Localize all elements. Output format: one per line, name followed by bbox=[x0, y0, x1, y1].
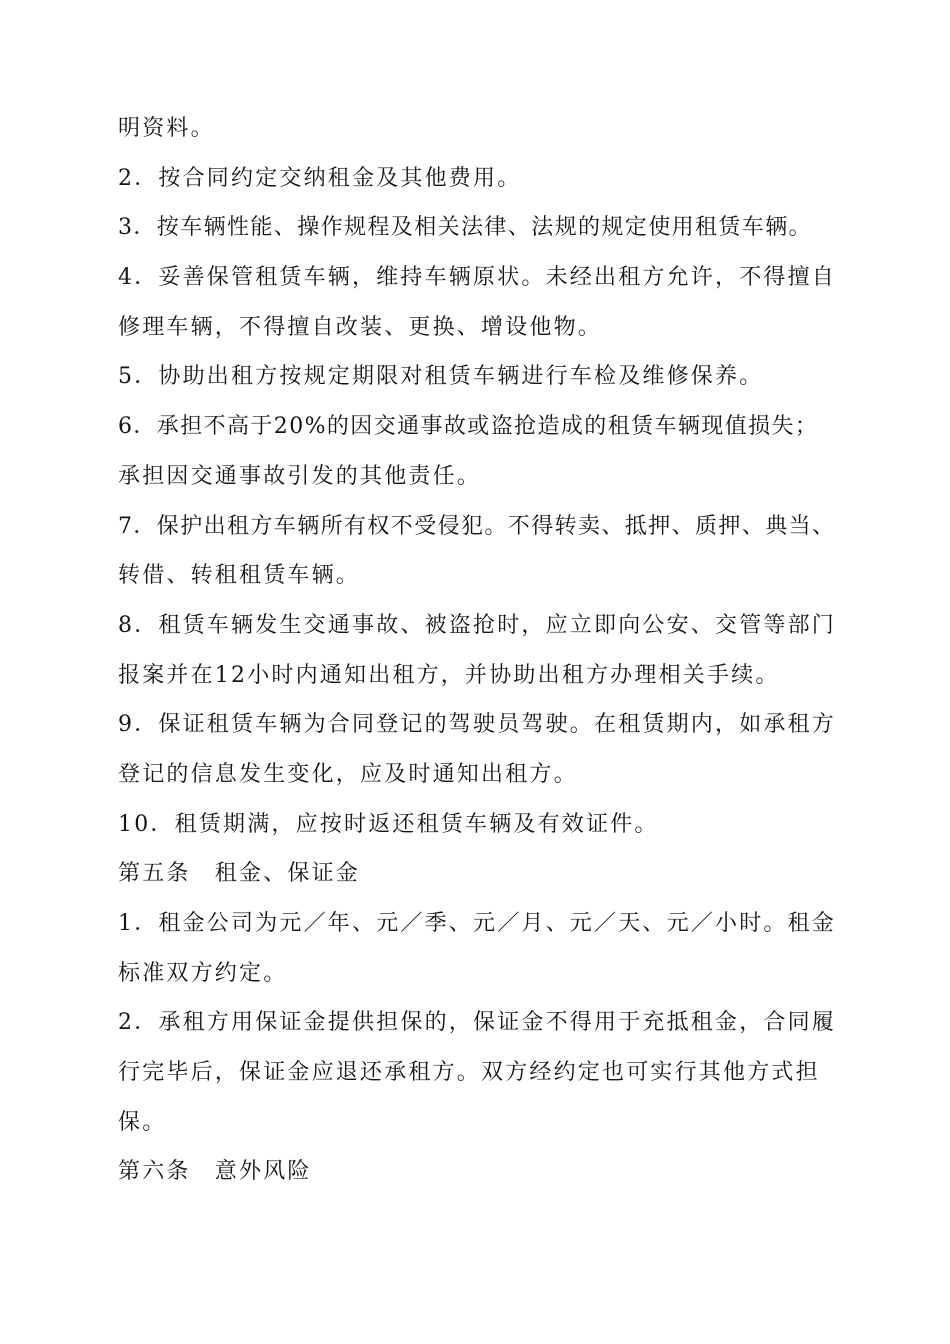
text-line: 修理车辆，不得擅自改装、更换、增设他物。 bbox=[118, 314, 603, 340]
text-line: 保。 bbox=[118, 1109, 167, 1135]
document-body bbox=[118, 104, 848, 1197]
section-heading: 第六条 意外风险 bbox=[118, 1159, 312, 1185]
text-line: 5．协助出租方按规定期限对租赁车辆进行车检及维修保养。 bbox=[118, 364, 764, 390]
text-line: 7．保护出租方车辆所有权不受侵犯。不得转卖、抵押、质押、典当、 bbox=[118, 513, 836, 539]
text-line: 6．承担不高于20%的因交通事故或盗抢造成的租赁车辆现值损失； bbox=[118, 414, 819, 440]
text-line: 行完毕后，保证金应退还承租方。双方经约定也可实行其他方式担 bbox=[118, 1060, 820, 1086]
text-line: 3．按车辆性能、操作规程及相关法律、法规的规定使用租赁车辆。 bbox=[118, 215, 812, 241]
section-heading: 第五条 租金、保证金 bbox=[118, 861, 361, 887]
text-line: 1．租金公司为元／年、元／季、元／月、元／天、元／小时。租金 bbox=[118, 911, 836, 936]
text-line: 4．妥善保管租赁车辆，维持车辆原状。未经出租方允许，不得擅自 bbox=[118, 265, 836, 291]
text-line: 10．租赁期满，应按时返还租赁车辆及有效证件。 bbox=[118, 811, 659, 837]
text-line: 登记的信息发生变化，应及时通知出租方。 bbox=[118, 761, 578, 787]
text-line: 转借、转租租赁车辆。 bbox=[118, 563, 361, 589]
text-line: 2．承租方用保证金提供担保的，保证金不得用于充抵租金，合同履 bbox=[118, 1010, 836, 1036]
text-line: 承担因交通事故引发的其他责任。 bbox=[118, 463, 482, 489]
text-line: 2．按合同约定交纳租金及其他费用。 bbox=[118, 165, 522, 191]
text-line: 明资料。 bbox=[118, 116, 215, 141]
text-line: 9．保证租赁车辆为合同登记的驾驶员驾驶。在租赁期内，如承租方 bbox=[118, 712, 836, 738]
text-line: 标准双方约定。 bbox=[118, 960, 288, 986]
text-line: 报案并在12小时内通知出租方，并协助出租方办理相关手续。 bbox=[118, 662, 780, 688]
text-line: 8．租赁车辆发生交通事故、被盗抢时，应立即向公安、交管等部门 bbox=[118, 612, 836, 638]
